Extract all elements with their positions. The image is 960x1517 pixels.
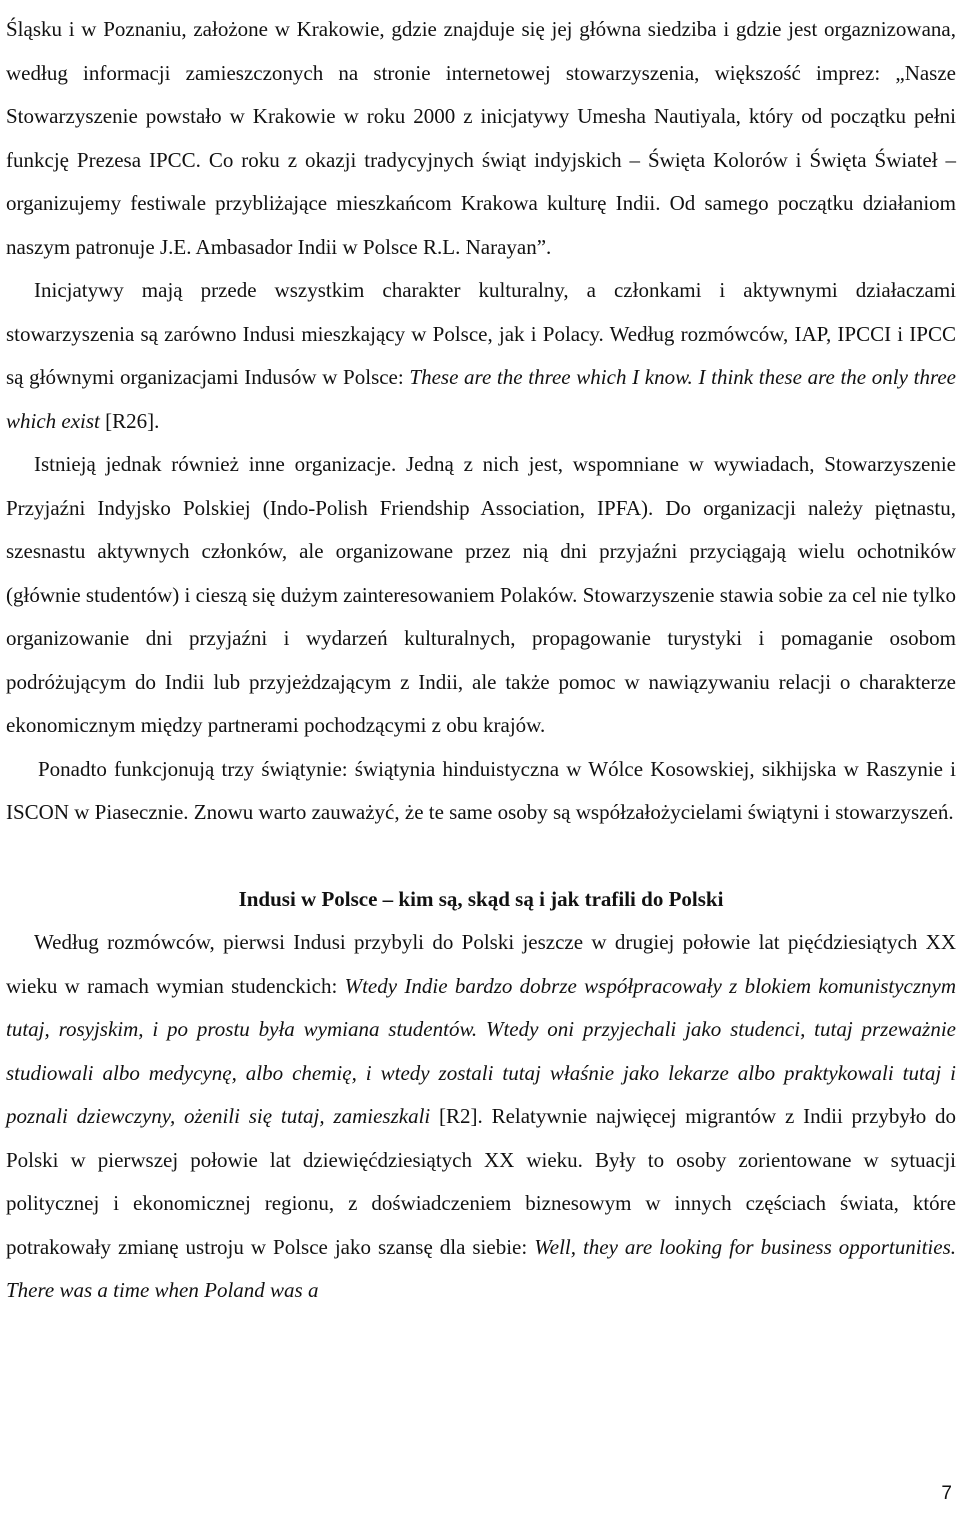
interview-quote: Wtedy Indie bardzo dobrze współpracowały z blokiem komunistycznym tutaj, rosyjskim, i po prostu była wymiana studentów. Wtedy oni przyjechali jako studenci, tutaj przeważnie studiowali albo medycynę, albo chemię, i wtedy zostali tutaj właśnie jako lekarze albo praktykowali tutaj i poznali dziewczyny, ożenili się tutaj, zamieszkali <box>6 973 957 1128</box>
interview-quote: These are the three which I know. I think these are the only three which exist <box>6 365 956 433</box>
paragraph-ipcc-history: Śląsku i w Poznaniu, założone w Krakowie, gdzie znajduje się jej główna siedziba i gdzie jest orgaznizowana, według informacji zamieszczonych na stronie internetowej stowarzyszenia, większość imprez: „Nasze Stowarzyszenie powstało w Krakowie w roku 2000 z inicjatywy Umesha Nautiyala, który od początku pełni funkcję Prezesa IPCC. Co roku z okazji tradycyjnych świąt indyjskich – Święta Kolorów i Święta Świateł – organizujemy festiwale przybliżające mieszkańcom Krakowa kulturę Indii. Od samego początku działaniom naszym patronuje J.E. Ambasador Indii w Polsce R.L. Narayan”. <box>6 17 956 259</box>
paragraph-indians-arrival <box>6 921 956 1313</box>
paragraph-ipfa: Istnieją jednak również inne organizacje. Jedną z nich jest, wspomniane w wywiadach, Stowarzyszenie Przyjaźni Indyjsko Polskiej (Indo-Polish Friendship Association, IPFA). Do organizacji należy piętnastu, szesnastu aktywnych członków, ale organizowane przez nią dni przyjaźni przyciągają wielu ochotników (głównie studentów) i cieszą się dużym zainteresowaniem Polaków. Stowarzyszenie stawia sobie za cel nie tylko organizowanie dni przyjaźni i wydarzeń kulturalnych, propagowanie turystyki i pomaganie osobom podróżującym do Indii lub przyjeżdzającym z Indii, ale także pomoc w nawiązywaniu relacji o charakterze ekonomicznym między partnerami pochodzącymi z obu krajów. <box>6 452 956 737</box>
paragraph-text: Inicjatywy mają przede wszystkim charakter kulturalny, a członkami i aktywnymi działaczami stowarzyszenia są zarówno Indusi mieszkający w Polsce, jak i Polacy. Według rozmówców, IAP, IPCCI i IPCC są głównymi organizacjami Indusów w Polsce: <box>6 278 956 389</box>
reference: [R2]. Relatywnie najwięcej migrantów z Indii przybyło do Polski w pierwszej połowie lat dziewięćdziesiątych XX wieku. Były to osoby zorientowane w sytuacji politycznej i ekonomicznej regionu, z doświadczeniem biznesowym w innych częściach świata, które potrakowały zmianę ustroju w Polsce jako szansę dla siebie: <box>6 1104 956 1259</box>
paragraph-organizations-character <box>6 269 956 443</box>
interview-quote: Well, they are looking for business opportunities. There was a time when Poland was a <box>6 1234 956 1302</box>
reference: [R26]. <box>99 408 160 433</box>
paragraph-text: Według rozmówców, pierwsi Indusi przybyli do Polski jeszcze w drugiej połowie lat pięćdziesiątych XX wieku w ramach wymian studenckich: <box>6 930 956 998</box>
page-number: 7 <box>941 1483 952 1504</box>
paragraph-temples: Ponadto funkcjonują trzy świątynie: świątynia hinduistyczna w Wólce Kosowskiej, sikhijska w Raszynie i ISCON w Piasecznie. Znowu warto zauważyć, że te same osoby są współzałożycielami świątyni i stowarzyszeń. <box>6 756 956 824</box>
document-page <box>6 8 956 1313</box>
section-heading: Indusi w Polsce – kim są, skąd są i jak trafili do Polski <box>238 886 724 911</box>
